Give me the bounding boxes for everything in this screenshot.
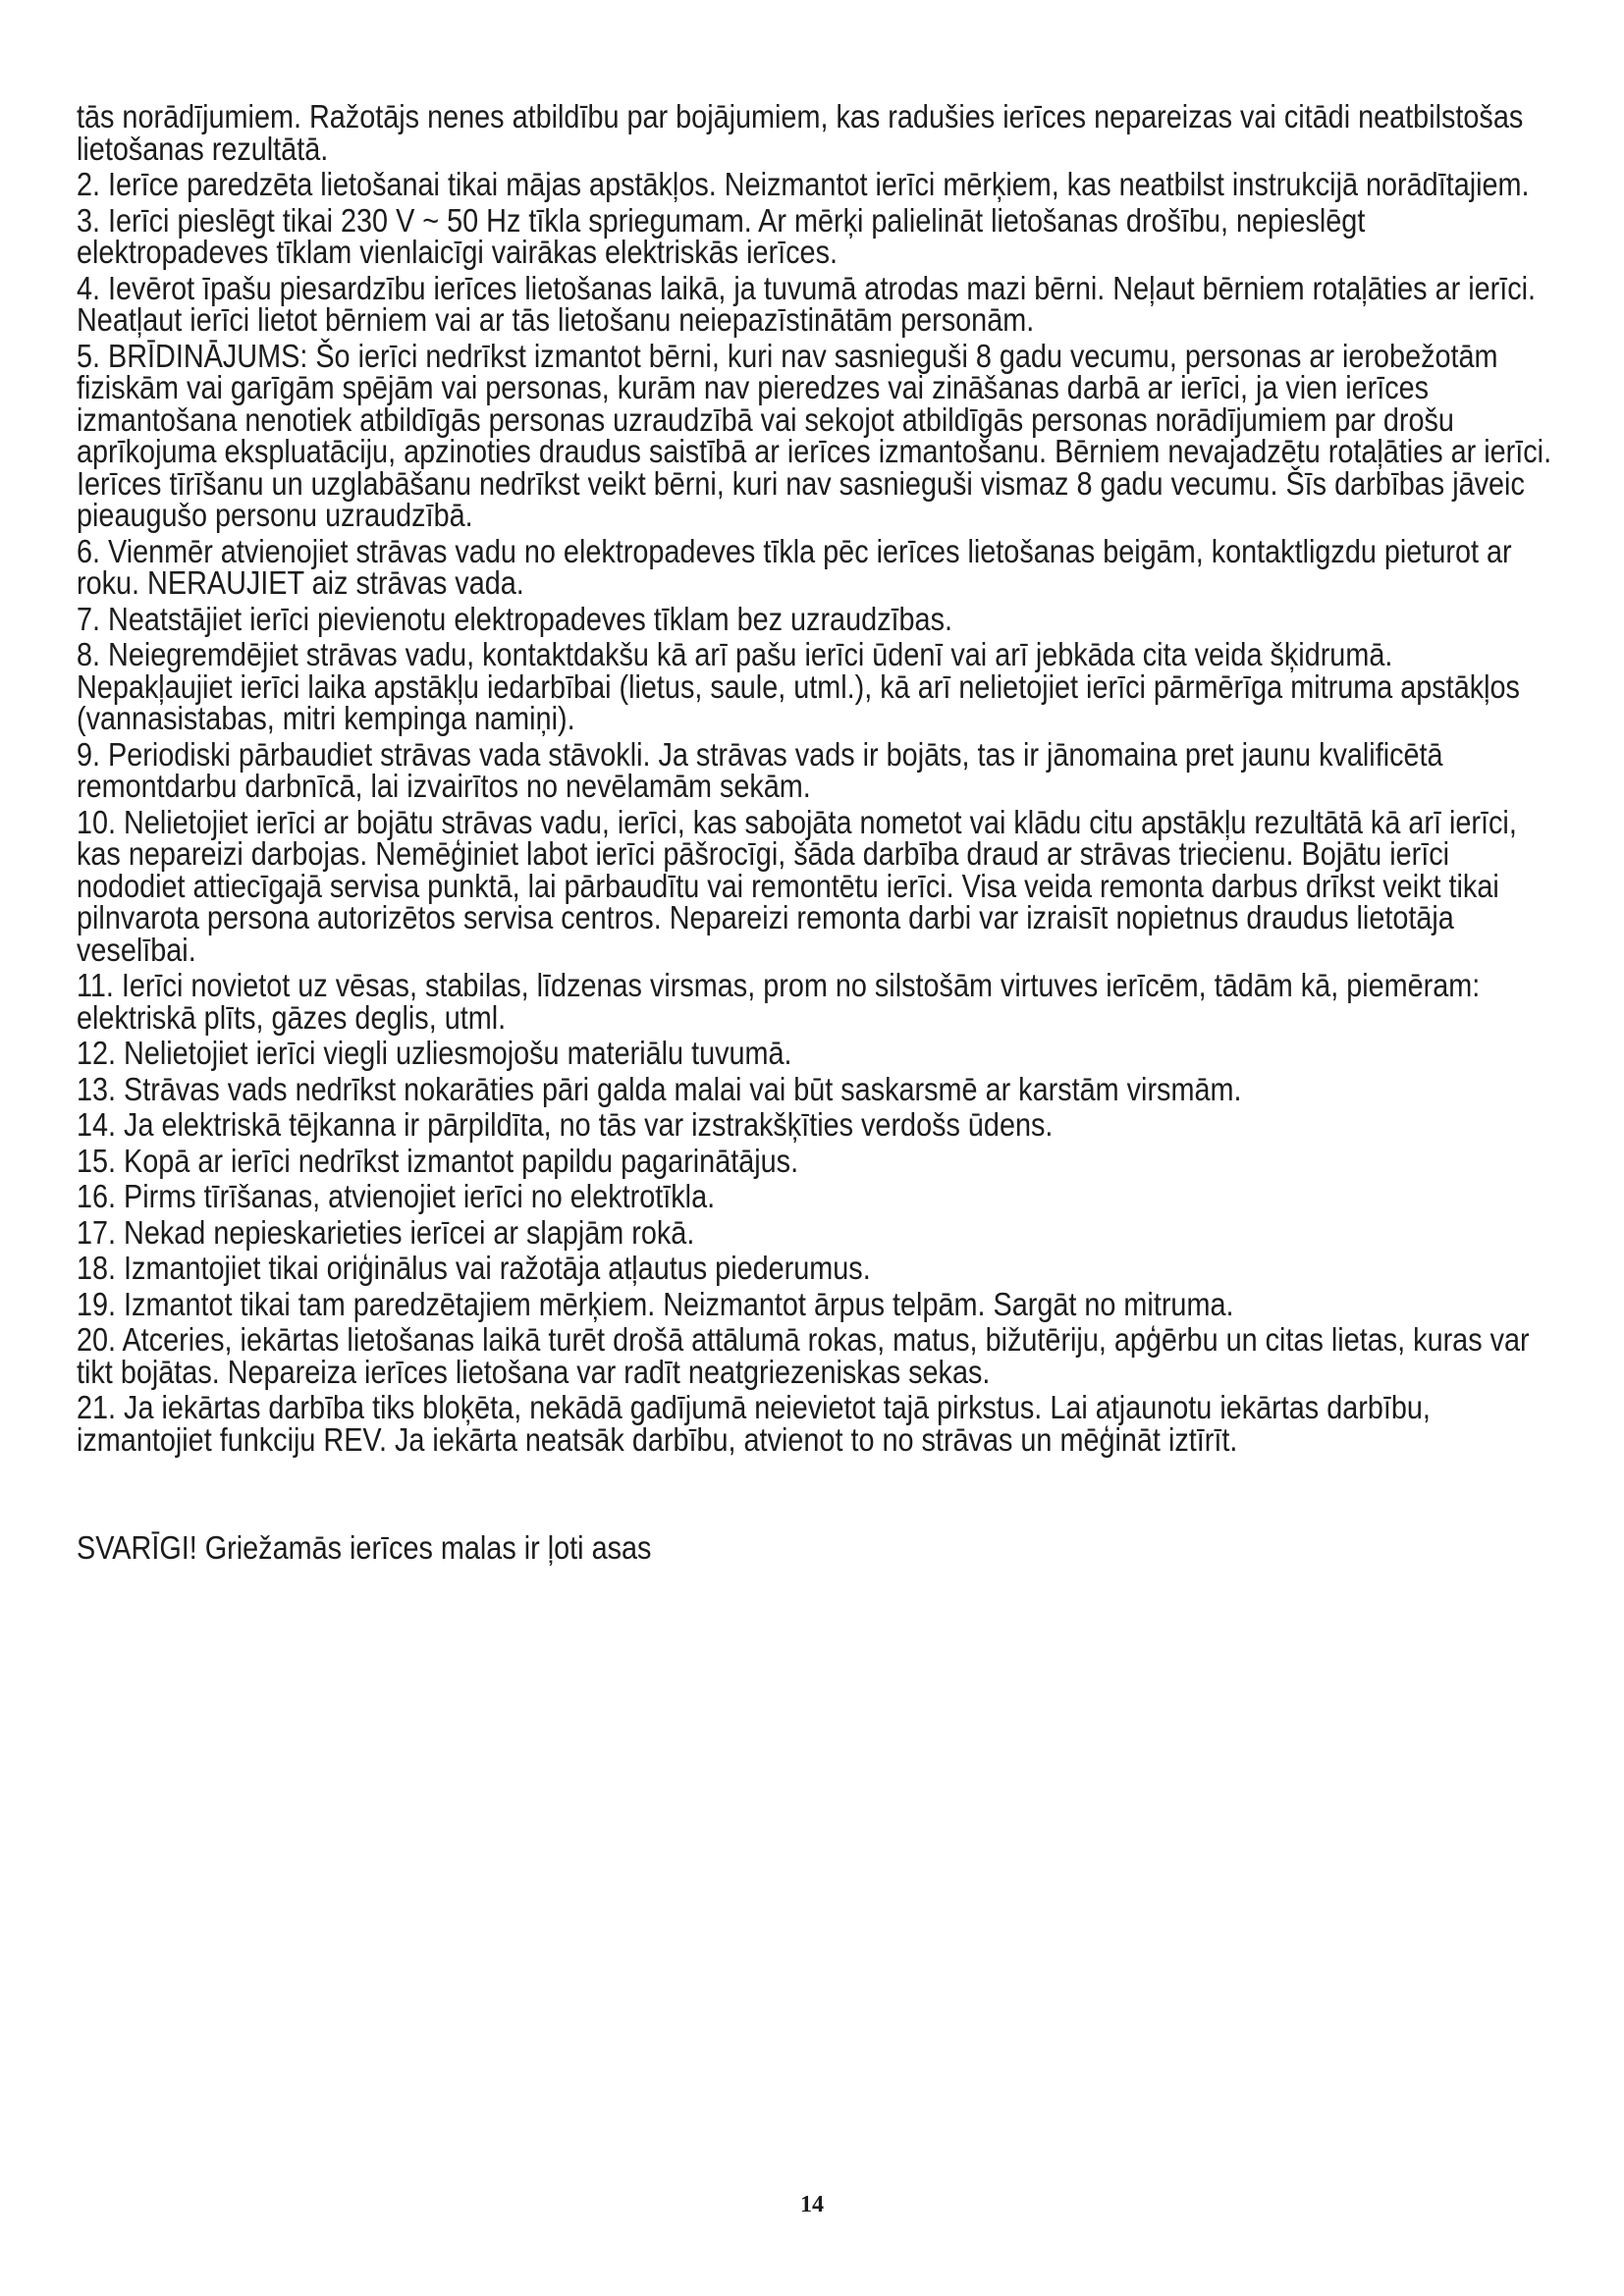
paragraph-item-14: 14. Ja elektriskā tējkanna ir pārpildīta, no tās var izstrakšķīties verdošs ūdens. (77, 1107, 1054, 1144)
paragraph-item-15: 15. Kopā ar ierīci nedrīkst izmantot papildu pagarinātājus. (77, 1143, 799, 1180)
paragraph-item-9: 9. Periodiski pārbaudiet strāvas vada stāvokli. Ja strāvas vads ir bojāts, tas ir jānomaina pret jaunu kvalificētā remontdarbu darbnīcā, lai izvairītos no nevēlamām sekām. (77, 736, 1443, 805)
paragraph-item-21: 21. Ja iekārtas darbība tiks bloķēta, nekādā gadījumā neievietot tajā pirkstus. Lai atjaunotu iekārtas darbību, izmantojiet funkciju REV. Ja iekārta neatsāk darbību, atvienot to no strāvas un mēģināt iztīrīt. (77, 1390, 1431, 1459)
paragraph-item-6: 6. Vienmēr atvienojiet strāvas vadu no elektropadeves tīkla pēc ierīces lietošanas beigām, kontaktligzdu pieturot ar roku. NERAUJIET aiz strāvas vada. (77, 533, 1512, 602)
paragraph-item-19: 19. Izmantot tikai tam paredzētajiem mērķiem. Neizmantot ārpus telpām. Sargāt no mitruma. (77, 1286, 1234, 1323)
paragraph-item-12: 12. Nelietojiet ierīci viegli uzliesmojošu materiālu tuvumā. (77, 1036, 792, 1072)
paragraph-item-10: 10. Nelietojiet ierīci ar bojātu strāvas vadu, ierīci, kas sabojāta nometot vai klādu citu apstākļu rezultātā kā arī ierīci, kas nepareizi darbojas. Nemēģiniet labot ierīci pāšrocīgi, šāda darbība draud ar strāvas triecienu. Bojātu ierīci nododiet attiecīgajā servisa punktā, lai pārbaudītu vai remontētu ierīci. Visa veida remonta darbus drīkst veikt tikai pilnvarota persona autorizētos servisa centros. Nepareizi remonta darbi var izraisīt nopietnus draudus lietotāja veselībai. (77, 804, 1517, 969)
paragraph-item-7: 7. Neatstājiet ierīci pievienotu elektropadeves tīklam bez uzraudzības. (77, 601, 952, 638)
paragraph-item-18: 18. Izmantojiet tikai oriģinālus vai ražotāja atļautus piederumus. (77, 1251, 871, 1287)
paragraph-item-13: 13. Strāvas vads nedrīkst nokarāties pāri galda malai vai būt saskarsmē ar karstām virsmām. (77, 1071, 1242, 1108)
paragraph-item-20: 20. Atceries, iekārtas lietošanas laikā turēt drošā attālumā rokas, matus, bižutēriju, apģērbu un citas lietas, kuras var tikt bojātas. Nepareiza ierīces lietošana var radīt neatgriezeniskas sekas. (77, 1322, 1530, 1391)
page-number: 14 (800, 2192, 824, 2217)
paragraph-item-3: 3. Ierīci pieslēgt tikai 230 V ~ 50 Hz tīkla spriegumam. Ar mērķi palielināt lietošanas drošību, nepieslēgt elektropadeves tīklam vienlaicīgi vairākas elektriskās ierīces. (77, 202, 1366, 271)
paragraph-item-16: 16. Pirms tīrīšanas, atvienojiet ierīci no elektrotīkla. (77, 1179, 716, 1215)
paragraph-item-2: 2. Ierīce paredzēta lietošanai tikai mājas apstākļos. Neizmantot ierīci mērķiem, kas neatbilst instrukcijā norādītajiem. (77, 167, 1530, 203)
paragraph-item-4: 4. Ievērot īpašu piesardzību ierīces lietošanas laikā, ja tuvumā atrodas mazi bērni. Neļaut bērniem rotaļāties ar ierīci. Neatļaut ierīci lietot bērniem vai ar tās lietošanu neiepazīstinātām personām. (77, 270, 1537, 339)
safety-instructions-text (77, 99, 1554, 1570)
important-warning: SVARĪGI! Griežamās ierīces malas ir ļoti asas (77, 1530, 652, 1567)
paragraph-intro: tās norādījumiem. Ražotājs nenes atbildību par bojājumiem, kas radušies ierīces nepareizas vai citādi neatbilstošas lietošanas rezultātā. (77, 99, 1524, 168)
paragraph-item-17: 17. Nekad nepieskarieties ierīcei ar slapjām rokā. (77, 1214, 695, 1252)
paragraph-item-11: 11. Ierīci novietot uz vēsas, stabilas, līdzenas virsmas, prom no silstošām virtuves ierīcēm, tādām kā, piemēram: elektriskā plīts, gāzes deglis, utml. (77, 968, 1481, 1037)
paragraph-item-8: 8. Neiegremdējiet strāvas vadu, kontaktdakšu kā arī pašu ierīci ūdenī vai arī jebkāda cita veida šķidrumā. Nepakļaujiet ierīci laika apstākļu iedarbībai (lietus, saule, utml.), kā arī nelietojiet ierīci pārmērīga mitruma apstākļos (vannasistabas, mitri kempinga namiņi). (77, 637, 1520, 737)
paragraph-item-5-warning: 5. BRĪDINĀJUMS: Šo ierīci nedrīkst izmantot bērni, kuri nav sasnieguši 8 gadu vecumu, personas ar ierobežotām fiziskām vai garīgām spējām vai personas, kurām nav pieredzes vai zināšanas darbā ar ierīci, ja vien ierīces izmantošana nenotiek atbildīgās personas uzraudzībā vai sekojot atbildīgās personas norādījumiem par drošu aprīkojuma ekspluatāciju, apzinoties draudus saistībā ar ierīces izmantošanu. Bērniem nevajadzētu rotaļāties ar ierīci. Ierīces tīrīšanu un uzglabāšanu nedrīkst veikt bērni, kuri nav sasnieguši vismaz 8 gadu vecumu. Šīs darbības jāveic pieaugušo personu uzraudzībā. (77, 338, 1552, 534)
